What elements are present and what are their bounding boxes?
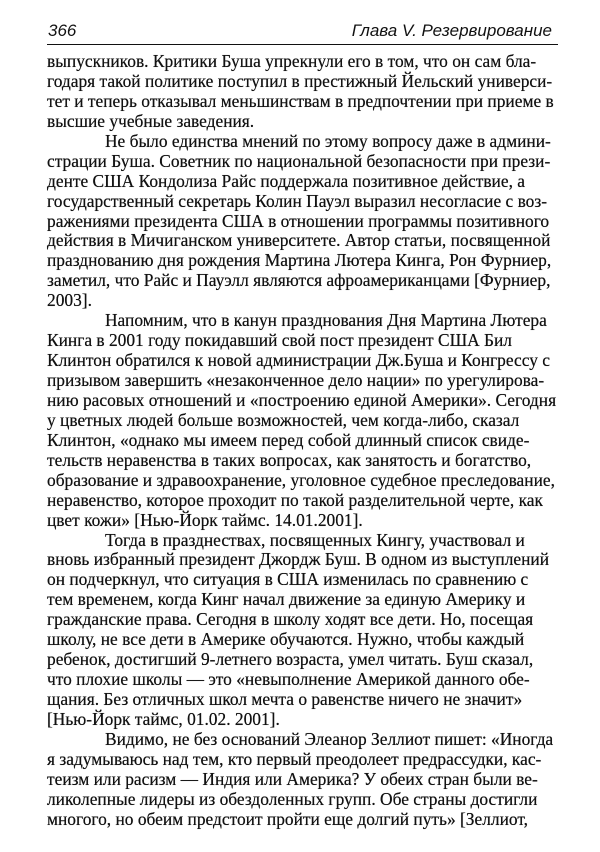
- text-line: страции Буша. Советник по национальной безопасности при прези-: [47, 150, 551, 171]
- text-line: призывом завершить «незаконченное дело нации» по урегулирова-: [47, 370, 545, 390]
- text-line: тельств неравенства в таких вопросах, как занятость и богатство,: [47, 449, 532, 470]
- text-line: Не было единства мнений по этому вопросу даже в админи-: [105, 130, 551, 151]
- text-line: тем временем, когда Кинг начал движение за единую Америку и: [47, 589, 526, 610]
- text-line: тет и теперь отказывал меньшинствам в предпочтении при приеме в: [47, 90, 554, 111]
- text-line: Клинтон, «однако мы имеем перед собой длинный список свиде-: [47, 429, 530, 450]
- chapter-title: Глава V. Резервирование: [351, 21, 552, 40]
- text-line: гражданские права. Сегодня в школу ходят все дети. Но, посещая: [47, 609, 534, 630]
- text-line: теизм или расизм — Индия или Америка? У обеих стран были ве-: [47, 768, 538, 789]
- text-line: высшие учебные заведения.: [47, 110, 255, 131]
- text-line: нию расовых отношений и «построению единой Америки». Сегодня: [47, 389, 557, 410]
- text-line: действия в Мичиганском университете. Автор статьи, посвященной: [47, 230, 551, 251]
- paragraph: [47, 132, 557, 311]
- text-line: 2003].: [47, 290, 92, 311]
- text-line: щания. Без отличных школ мечта о равенстве ничего не значит»: [47, 689, 523, 709]
- text-line: образование и здравоохранение, уголовное судебное преследование,: [47, 469, 555, 490]
- text-line: он подчеркнул, что ситуация в США изменилась по сравнению с: [47, 569, 529, 590]
- text-line: школу, не все дети в Америке обучаются. Нужно, чтобы каждый: [47, 629, 525, 650]
- text-line: ребенок, достигший 9-летнего возраста, умел читать. Буш сказал,: [47, 649, 534, 670]
- text-line: годаря такой политике поступил в престижный Йельский универси-: [47, 70, 553, 91]
- text-line: Тогда в празднествах, посвященных Кингу, участвовал и: [105, 529, 525, 550]
- text-line: выпускников. Критики Буша упрекнули его в том, что он сам бла-: [47, 51, 537, 71]
- page-number: 366: [48, 21, 77, 40]
- text-line: празднованию дня рождения Мартина Лютера Кинга, Рон Фурниер,: [47, 250, 552, 271]
- text-line: Видимо, не без оснований Элеанор Зеллиот пишет: «Иногда: [105, 728, 554, 749]
- text-line: я задумываюсь над тем, кто первый преодолеет предрассудки, кас-: [47, 748, 542, 769]
- text-line: цвет кожи» [Нью-Йорк таймс. 14.01.2001].: [47, 509, 363, 530]
- text-line: государственный секретарь Колин Пауэл выразил несогласие с воз-: [47, 190, 548, 211]
- text-line: денте США Кондолиза Райс поддержала позитивное действие, а: [47, 170, 525, 191]
- text-line: Кинга в 2001 году покидавший свой пост президент США Бил: [47, 330, 512, 351]
- text-line: ражениями президента США в отношении программы позитивного: [47, 210, 550, 231]
- paragraph: [47, 531, 557, 730]
- text-line: ликолепные лидеры из обездоленных групп. Обе страны достигли: [47, 788, 538, 809]
- paragraph: [47, 311, 557, 530]
- paragraph: [47, 52, 557, 132]
- text-line: неравенство, которое проходит по такой разделительной черте, как: [47, 489, 543, 510]
- text-line: что плохие школы — это «невыполнение Америкой данного обе-: [47, 669, 530, 690]
- running-header: [47, 18, 558, 45]
- text-line: Напомним, что в канун празднования Дня Мартина Лютера: [105, 310, 547, 331]
- text-line: [Нью-Йорк таймс, 01.02. 2001].: [47, 708, 280, 729]
- text-line: заметил, что Райс и Пауэлл являются афроамериканцами [Фурниер,: [47, 270, 551, 291]
- text-line: Клинтон обратился к новой администрации Дж.Буша и Конгрессу с: [47, 350, 550, 371]
- paragraph: [47, 730, 557, 830]
- body-text: [47, 52, 557, 830]
- text-line: у цветных людей больше возможностей, чем когда-либо, сказал: [47, 409, 520, 430]
- text-line: многого, но обеим предстоит пройти еще долгий путь» [Зеллиот,: [47, 808, 529, 829]
- text-line: вновь избранный президент Джордж Буш. В одном из выступлений: [47, 549, 550, 570]
